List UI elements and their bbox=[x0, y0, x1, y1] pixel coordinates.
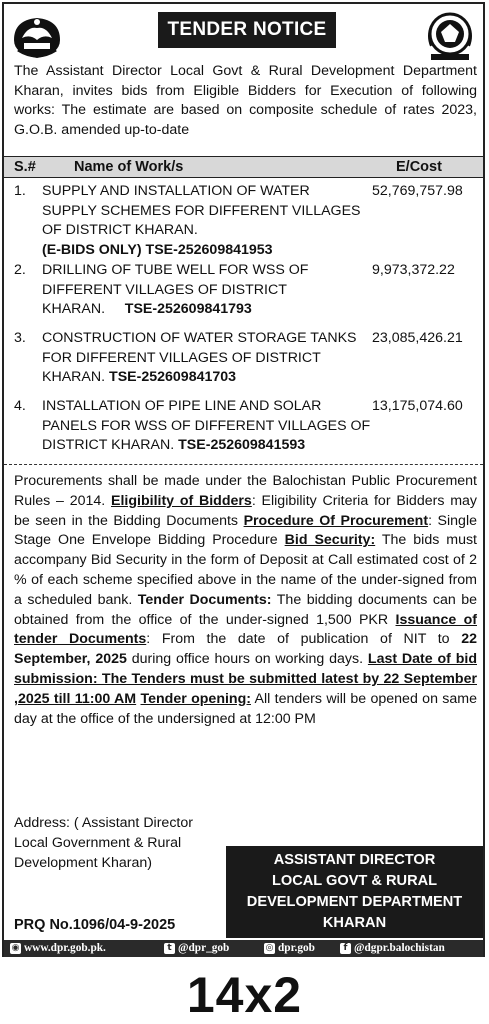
tender-notice-frame bbox=[2, 2, 485, 957]
globe-icon: ◉ bbox=[11, 943, 20, 953]
website-link[interactable]: ◉ www.dpr.gob.pk. bbox=[11, 942, 106, 954]
signature-line: KHARAN bbox=[322, 915, 387, 931]
works-table bbox=[4, 182, 483, 459]
balochistan-emblem-logo bbox=[10, 10, 64, 62]
twitter-link[interactable]: t @dpr_gob bbox=[164, 940, 229, 957]
row-work: SUPPLY AND INSTALLATION OF WATER SUPPLY SCHEMES FOR DIFFERENT VILLAGES OF DISTRICT KHARAN. (E-BIDS ONLY) TSE-252609841953 bbox=[42, 183, 361, 258]
row-number: 3. bbox=[14, 330, 26, 346]
row-cost: 52,769,757.98 bbox=[372, 183, 463, 199]
row-cost: 23,085,426.21 bbox=[372, 330, 463, 346]
tender-opening-heading: Tender opening: bbox=[140, 690, 251, 707]
intro-paragraph: The Assistant Director Local Govt & Rural Development Department Kharan, invites bids from Eligible Bidders for Execution of following works: The estimate are based on composite schedule of rates 2023, G.O.B. amended up-to-date bbox=[14, 63, 477, 138]
row-number: 2. bbox=[14, 262, 26, 278]
social-bar bbox=[4, 940, 483, 957]
header-sno: S.# bbox=[14, 159, 36, 175]
header-name-of-work: Name of Work/s bbox=[74, 159, 184, 175]
page-title: TENDER NOTICE bbox=[158, 12, 336, 48]
instagram-link[interactable]: ◎ dpr.gob bbox=[265, 942, 315, 954]
signature-line: DEVELOPMENT DEPARTMENT bbox=[246, 894, 463, 910]
row-work: INSTALLATION OF PIPE LINE AND SOLAR PANELS FOR WSS OF DIFFERENT VILLAGES OF DISTRICT KHARAN. TSE-252609841593 bbox=[42, 398, 371, 453]
table-header bbox=[4, 156, 483, 178]
facebook-link[interactable]: f @dgpr.balochistan bbox=[340, 940, 445, 957]
bid-security-heading: Bid Security: bbox=[284, 532, 376, 549]
header-cost: E/Cost bbox=[396, 159, 442, 175]
row-cost: 9,973,372.22 bbox=[372, 262, 455, 278]
signature-line: ASSISTANT DIRECTOR bbox=[273, 852, 436, 868]
table-row bbox=[4, 261, 483, 329]
table-row bbox=[4, 329, 483, 397]
twitter-icon: t bbox=[164, 943, 175, 954]
signature-block bbox=[226, 846, 483, 938]
ad-size-label: 14x2 bbox=[186, 967, 303, 1023]
facebook-icon: f bbox=[340, 943, 351, 954]
dpr-seal-logo bbox=[423, 10, 477, 62]
row-work: DRILLING OF TUBE WELL FOR WSS OF DIFFERENT VILLAGES OF DISTRICT KHARAN. TSE-252609841793 bbox=[42, 262, 309, 317]
row-work: CONSTRUCTION OF WATER STORAGE TANKS FOR DIFFERENT VILLAGES OF DISTRICT KHARAN. TSE-252609841703 bbox=[42, 330, 357, 385]
row-cost: 13,175,074.60 bbox=[372, 398, 463, 414]
section-divider bbox=[4, 464, 483, 465]
issuance-heading: Issuance of tender Documents bbox=[14, 611, 477, 648]
row-number: 4. bbox=[14, 398, 26, 414]
last-date-heading: Last Date of bid submission: The Tenders must be submitted latest by 22 September ,2025 till 11:00 AM bbox=[14, 651, 477, 707]
signature-line: LOCAL GOVT & RURAL bbox=[271, 873, 438, 889]
table-row bbox=[4, 397, 483, 459]
instagram-icon: ◎ bbox=[265, 943, 274, 953]
table-row bbox=[4, 182, 483, 261]
procedure-heading: Procedure Of Procurement bbox=[243, 512, 429, 529]
prq-number: PRQ No.1096/04-9-2025 bbox=[14, 917, 176, 933]
tender-documents-heading: Tender Documents: bbox=[137, 591, 272, 608]
address: Address: ( Assistant Director Local Government & Rural Development Kharan) bbox=[14, 815, 193, 871]
eligibility-heading: Eligibility of Bidders bbox=[111, 492, 252, 509]
body-paragraph: Procurements shall be made under the Balochistan Public Procurement Rules – 2014. Eligibility of Bidders: Eligibility Criteria for Bidders may be seen in the Bidding Documents Procedure Of Procurement: Single Stage One Envelope Bidding Procedure Bid Security: The bids must accompany Bid Security in the form of Deposit at Call estimated cost of 2 % of each scheme specified above in the name of the under-signed from a scheduled bank. Tender Documents: The bidding documents can be obtained from the office of the under-signed 1,500 PKR Issuance of tender Documents: From the date of publication of NIT to 22 September, 2025 during office hours on working days. Last Date of bid submission: The Tenders must be submitted latest by 22 September ,2025 till 11:00 AM Tender opening: All tenders will be opened on same day at the office of the undersigned at 12:00 PM bbox=[14, 473, 478, 727]
row-number: 1. bbox=[14, 183, 26, 199]
